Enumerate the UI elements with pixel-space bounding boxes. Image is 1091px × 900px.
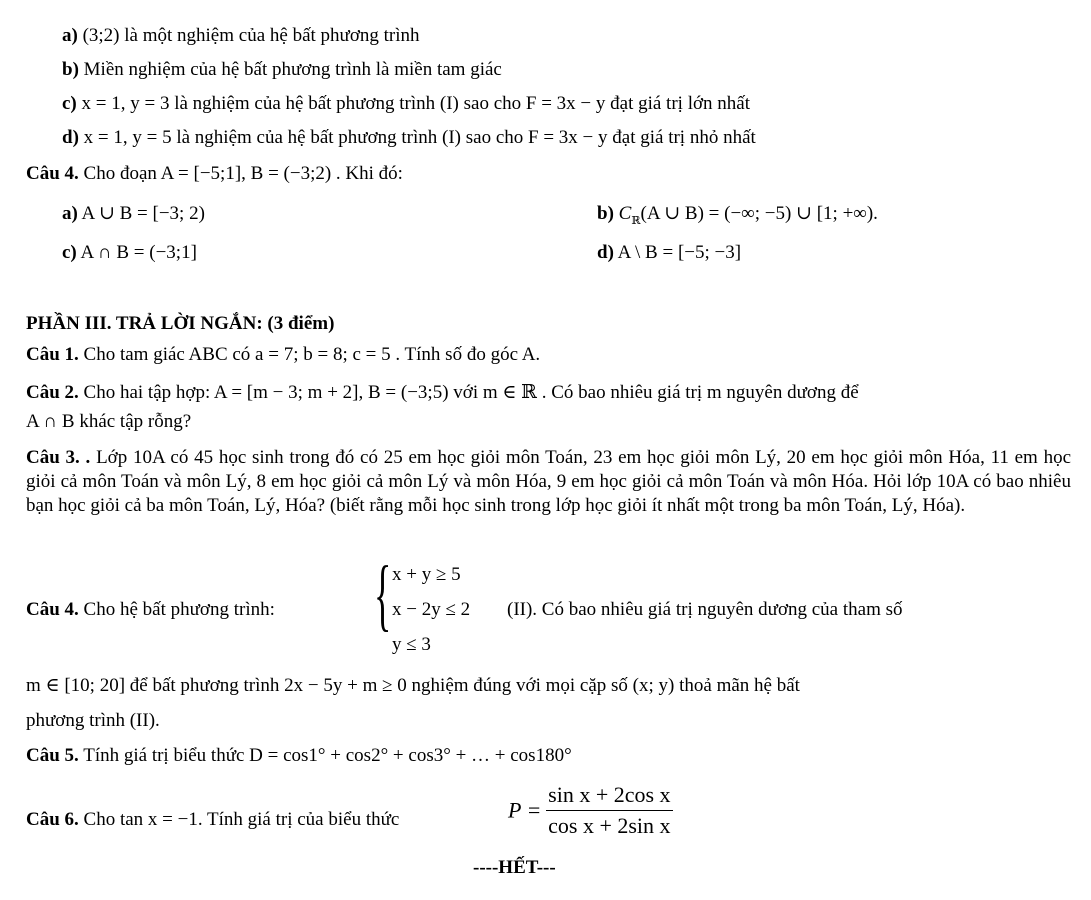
item-label: a): [62, 25, 78, 46]
q4-item-a: [62, 202, 205, 226]
question-label: Câu 3. .: [26, 447, 91, 468]
question-text: Cho đoạn A = [−5;1], B = (−3;2) . Khi đó:: [83, 163, 403, 184]
item-text-rest: (A ∪ B) = (−∞; −5) ∪ [1; +∞).: [640, 203, 878, 224]
part3-q5: [26, 744, 572, 768]
q3-item-c: [62, 92, 750, 116]
question-text: Cho hai tập hợp: A = [m − 3; m + 2], B = (−3;5) với m ∈ ℝ . Có bao nhiêu giá trị m nguyên dương để: [83, 382, 859, 403]
item-label: c): [62, 242, 77, 263]
question-text: Tính giá trị biểu thức D = cos1° + cos2° + cos3° + … + cos180°: [83, 745, 572, 766]
item-text: A ∪ B = [−3; 2): [81, 203, 205, 224]
question-label: Câu 5.: [26, 745, 79, 766]
system-line-1: x + y ≥ 5: [392, 564, 461, 585]
fraction-denominator: cos x + 2sin x: [548, 813, 671, 838]
item-text: A \ B = [−5; −3]: [617, 242, 742, 263]
fraction-lhs: P =: [508, 797, 542, 823]
part3-q3: [26, 446, 1071, 518]
q3-item-a: [62, 24, 420, 48]
fraction-expression: [508, 782, 673, 839]
item-label: d): [62, 127, 79, 148]
part3-q2: [26, 381, 859, 405]
item-text: C: [618, 203, 632, 224]
item-subscript: ℝ: [631, 214, 641, 227]
system-brace: {: [374, 551, 392, 639]
item-label: b): [597, 203, 614, 224]
fraction-numerator: sin x + 2cos x: [546, 782, 672, 811]
item-text: x = 1, y = 3 là nghiệm của hệ bất phương trình (I) sao cho F = 3x − y đạt giá trị lớn nhất: [81, 93, 750, 114]
item-text: (3;2) là một nghiệm của hệ bất phương trình: [82, 25, 420, 46]
system-line-3: y ≤ 3: [392, 634, 431, 655]
q4-item-b: [597, 202, 878, 233]
item-text: A ∩ B = (−3;1]: [80, 242, 197, 263]
part3-q4-pre: [26, 598, 275, 622]
part3-heading: PHẦN III. TRẢ LỜI NGẮN: (3 điểm): [26, 313, 335, 334]
fraction: [546, 782, 672, 839]
question-label: Câu 4.: [26, 163, 79, 184]
system-line-2: x − 2y ≤ 2: [392, 599, 471, 620]
question-label: Câu 1.: [26, 344, 79, 365]
item-label: c): [62, 93, 77, 114]
question-text: Cho tam giác ABC có a = 7; b = 8; c = 5 . Tính số đo góc A.: [83, 344, 541, 365]
item-label: b): [62, 59, 79, 80]
question-text: Cho hệ bất phương trình:: [83, 599, 275, 620]
q3-item-d: [62, 126, 756, 150]
part3-q1: [26, 343, 540, 367]
part3-q6: [26, 808, 399, 832]
q4-stem: [26, 162, 403, 186]
question-label: Câu 2.: [26, 382, 79, 403]
item-label: d): [597, 242, 614, 263]
question-label: Câu 4.: [26, 599, 79, 620]
question-text: Lớp 10A có 45 học sinh trong đó có 25 em học giỏi môn Toán, 23 em học giỏi môn Lý, 20 em học giỏi môn Hóa, 11 em học giỏi cả môn Toán và môn Lý, 8 em học giỏi cả môn Lý và môn Hóa, 9 em học giỏi cả môn Toán và môn Hóa. Hỏi lớp 10A có bao nhiêu bạn học giỏi cả ba môn Toán, Lý, Hóa? (biết rằng mỗi học sinh trong lớp học giỏi ít nhất một trong ba môn Toán, Lý, Hóa).: [26, 447, 1072, 516]
part3-q2-cont: A ∩ B khác tập rỗng?: [26, 411, 192, 432]
q4-item-d: [597, 241, 741, 265]
item-text: Miền nghiệm của hệ bất phương trình là miền tam giác: [83, 59, 502, 80]
part3-q4-line2: m ∈ [10; 20] để bất phương trình 2x − 5y + m ≥ 0 nghiệm đúng với mọi cặp số (x; y) thoả mãn hệ bất: [26, 675, 800, 696]
q3-item-b: [62, 58, 502, 82]
item-text: x = 1, y = 5 là nghiệm của hệ bất phương trình (I) sao cho F = 3x − y đạt giá trị nhỏ nhất: [83, 127, 756, 148]
end-marker: ----HẾT---: [473, 857, 556, 878]
question-text: Cho tan x = −1. Tính giá trị của biểu thức: [83, 809, 400, 830]
part3-q4-post: (II). Có bao nhiêu giá trị nguyên dương của tham số: [507, 599, 903, 620]
item-label: a): [62, 203, 78, 224]
q4-item-c: [62, 241, 197, 265]
question-label: Câu 6.: [26, 809, 79, 830]
part3-q4-line3: phương trình (II).: [26, 710, 160, 731]
